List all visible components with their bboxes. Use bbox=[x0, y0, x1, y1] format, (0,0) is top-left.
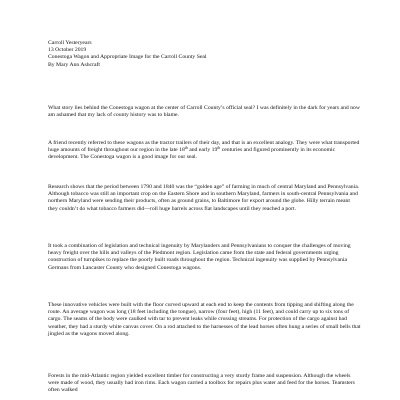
article-title: Conestoga Wagon and Appropriate Image for the Carroll County Seal bbox=[48, 54, 207, 61]
paragraph-2 bbox=[48, 140, 361, 162]
paragraph-2-text-b: and early 19 bbox=[187, 147, 218, 154]
paragraph-5: These innovative vehicles were built with the floor curved upward at each end to keep the contents from tipping and shifting along the route. An average wagon was long (18 feet including the tongue), narrow (four feet), high (11 feet), and could carry up to six tons of cargo. The seams of the body were caulked with tar to prevent leaks while crossing streams. For protection of the cargo against bad weather, they had a sturdy white canvas cover. On a rod attached to the harnesses of the lead horses often hung a series of small bells that jingled as the wagons moved along. bbox=[48, 302, 361, 337]
paragraph-1: What story lies behind the Conestoga wagon at the center of Carroll County’s official seal? I was definitely in the dark for years and now am ashamed that my lack of county history was to blame. bbox=[48, 105, 360, 119]
superscript-th-2: th bbox=[217, 146, 221, 151]
article-date: 13 October 2019 bbox=[48, 47, 87, 54]
paragraph-3: Research shows that the period between 1790 and 1840 was the “golden age” of farming in much of central Maryland and Pennsylvania. Although tobacco was still an important crop on the Eastern Shore and in southern Maryland, farmers in south-central Pennsylvania and northern Maryland were sending their products, often as ground grains, to Baltimore for export around the globe. Hilly terrain meant they couldn’t do what tobacco farmers did—roll huge barrels across flat landscapes until they reached a port. bbox=[48, 184, 360, 212]
paragraph-2-text-c: centuries and figured prominently in its economic development. The Conestoga wagon is a good image for our seal. bbox=[48, 147, 336, 161]
article-byline: By Mary Ann Ashcraft bbox=[48, 61, 100, 68]
paragraph-4: It took a combination of legislation and technical ingenuity by Marylanders and Pennsylvanians to conquer the challenges of moving heavy freight over the hills and valleys of the Piedmont region. Legislation came from the state and federal governments urging construction of turnpikes to replace the poorly built roads throughout the region. Technical ingenuity was supplied by Pennsylvania Germans from Lancaster County who designed Conestoga wagons. bbox=[48, 243, 351, 271]
article-header bbox=[48, 40, 378, 69]
paragraph-2-text-a: A friend recently referred to these wagons as the tractor trailers of their day, and that is an excellent analogy. They were what transported huge amounts of freight throughout our region in the late 18 bbox=[48, 140, 360, 154]
superscript-th-1: th bbox=[184, 146, 188, 151]
column-name: Carroll Yesteryears bbox=[48, 40, 92, 46]
paragraph-6: Forests in the mid-Atlantic region yielded excellent timber for constructing a very sturdy frame and suspension. Although the wheels were made of wood, they usually had iron rims. Each wagon carried a toolbox for repairs plus water and feed for the horses. Teamsters often walked bbox=[48, 373, 355, 394]
